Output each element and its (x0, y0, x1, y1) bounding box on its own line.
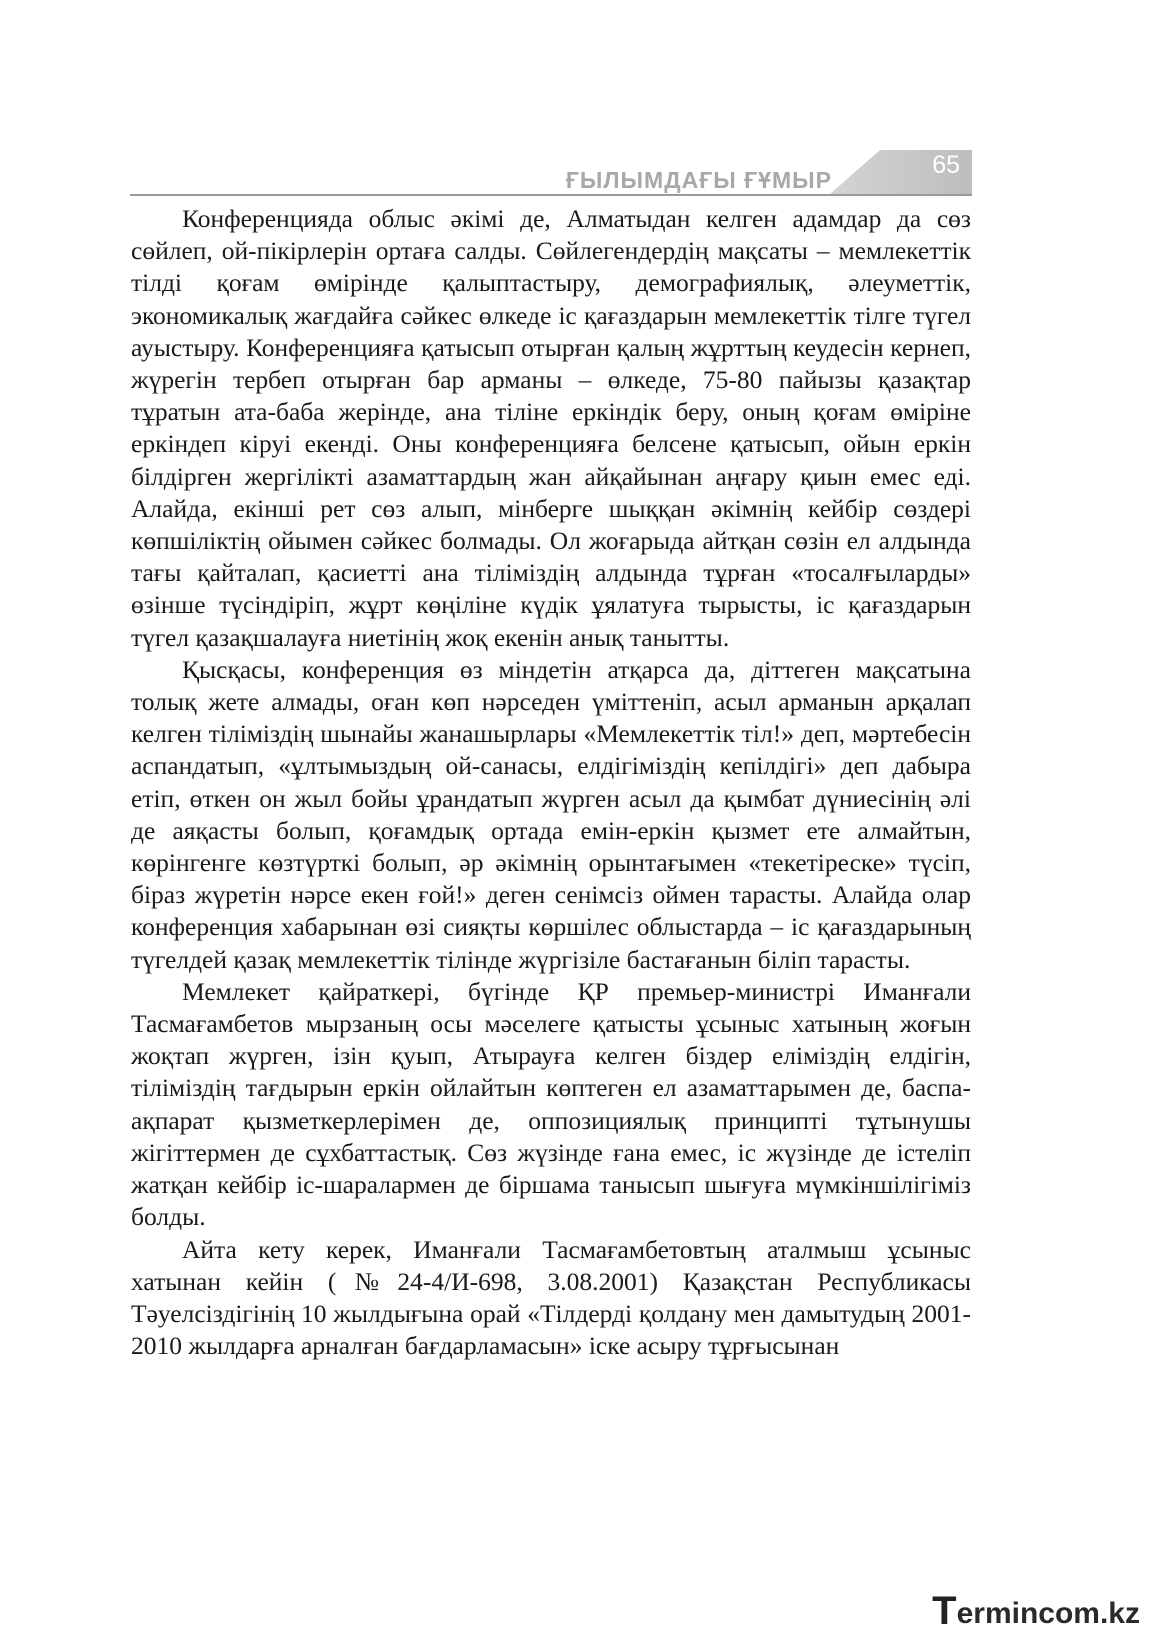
page-number: 65 (932, 151, 960, 179)
running-title: ҒЫЛЫМДАҒЫ ҒҰМЫР (565, 167, 832, 193)
running-header (130, 148, 972, 196)
body-text (131, 203, 971, 1362)
paragraph: Мемлекет қайраткері, бүгінде ҚР премьер-министрі Иманғали Тасмағамбетов мырзаның осы мәселеге қатысты ұсыныс хатының жоғын жоқтап жүрген, ізін қуып, Атырауға келген біздер еліміздің елдігін, тіліміздің тағдырын еркін ойлайтын көптеген ел азаматтарымен де, баспа-ақпарат қызметкерлерімен де, оппозициялық принципті тұтынушы жігіттермен де сұхбаттастық. Сөз жүзінде ғана емес, іс жүзінде де істеліп жатқан кейбір іс-шаралармен де біршама танысып шығуға мүмкіншілігіміз болды. (131, 976, 971, 1232)
watermark-text: ermincom.kz (956, 1597, 1140, 1630)
paragraph: Конференцияда облыс әкімі де, Алматыдан келген адамдар да сөз сөйлеп, ой-пікірлерін ортаға салды. Сөйлегендердің мақсаты – мемлекеттік тілді қоғам өмірінде қалыптастыру, демографиялық, әлеуметтік, экономикалық жағдайға сәйкес өлкеде іс қағаздарын мемлекеттік тілге түгел ауыстыру. Конференцияға қатысып отырған қалың жұрттың кеудесін кернеп, жүрегін тербеп отырған бар арманы – өлкеде, 75-80 пайызы қазақтар тұратын ата-баба жерінде, ана тіліне еркіндік беру, оның қоғам өміріне еркіндеп кіруі екенді. Оны конференцияға белсене қатысып, ойын еркін білдірген жергілікті азаматтардың жан айқайынан аңғару қиын емес еді. Алайда, екінші рет сөз алып, мінберге шыққан әкімнің кейбір сөздері көпшіліктің ойымен сәйкес болмады. Ол жоғарыда айтқан сөзін ел алдында тағы қайталап, қасиетті ана тіліміздің алдында тұрған «тосалғыларды» өзінше түсіндіріп, жұрт көңіліне күдік ұялатуға тырысты, іс қағаздарын түгел қазақшалауға ниетінің жоқ екенін анық танытты. (131, 204, 971, 652)
watermark-t: T (932, 1589, 957, 1633)
watermark-logo (932, 1591, 1140, 1631)
header-rule (130, 194, 972, 196)
paragraph: Қысқасы, конференция өз міндетін атқарса да, діттеген мақсатына толық жете алмады, оған көп нәрседен үміттеніп, асыл арманын арқалап келген тіліміздің шынайы жанашырлары «Мемлекеттік тіл!» деп, мәртебесін аспандатып, «ұлтымыздың ой-санасы, елдігіміздің кепілдігі» деп дабыра етіп, өткен он жыл бойы ұрандатып жүрген асыл да қымбат дүниесінің әлі де аяқасты болып, қоғамдық ортада емін-еркін қызмет ете алмайтын, көрінгенге көзтүрткі болып, әр әкімнің орынтағымен «текетіреске» түсіп, біраз жүретін нәрсе екен ғой!» деген сенімсіз оймен тарасты. Алайда олар конференция хабарынан өзі сияқты көршілес облыстарда – іс қағаздарының түгелдей қазақ мемлекеттік тілінде жүргізіле бастағанын біліп тарасты. (131, 654, 971, 974)
paragraph: Айта кету керек, Иманғали Тасмағамбетовтың аталмыш ұсыныс хатынан кейін (№24-4/И-698, 3.08.2001) Қазақстан Республикасы Тәуелсіздігінің 10 жылдығына орай «Тілдерді қолдану мен дамытудың 2001-2010 жылдарға арналған бағдарламасын» іске асыру тұрғысынан (131, 1234, 971, 1361)
